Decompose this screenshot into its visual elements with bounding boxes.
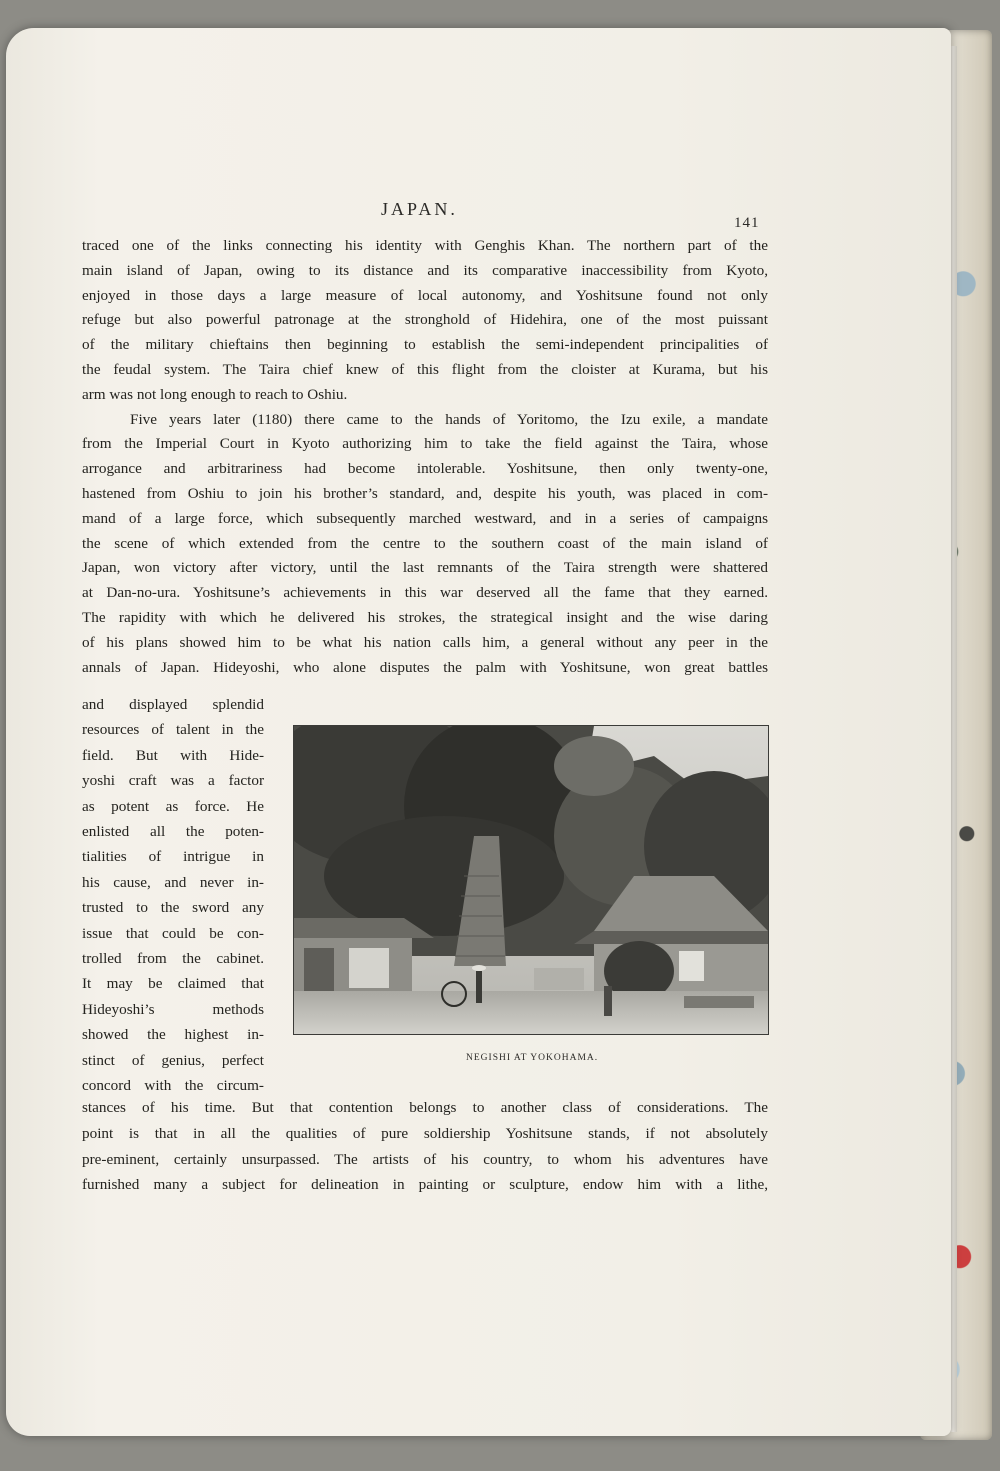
text-line: Japan, won victory after victory, until the last remnants of the Taira strength were shattered [82, 559, 768, 577]
text-line: trolled from the cabinet. [82, 950, 264, 968]
text-line: at Dan-no-ura. Yoshitsune’s achievements in this war deserved all the fame that they earned. [82, 584, 768, 602]
text-line: of the military chieftains then beginning to establish the semi-independent principalities of [82, 336, 768, 354]
text-line: It may be claimed that [82, 975, 264, 993]
text-line: point is that in all the qualities of pure soldiership Yoshitsune stands, if not absolutely [82, 1124, 768, 1142]
text-line: traced one of the links connecting his identity with Genghis Khan. The northern part of the [82, 237, 768, 254]
text-line: concord with the circum- [82, 1077, 264, 1095]
text-line: mand of a large force, which subsequently marched westward, and in a series of campaigns [82, 509, 768, 527]
text-line: as potent as force. He [82, 797, 264, 815]
text-line: arrogance and arbitrariness had become intolerable. Yoshitsune, then only twenty-one, [82, 460, 768, 478]
text-line: trusted to the sword any [82, 899, 264, 917]
text-line: showed the highest in- [82, 1026, 264, 1044]
text-line: pre-eminent, certainly unsurpassed. The artists of his country, to whom his adventures have [82, 1150, 768, 1168]
text-line: Hideyoshi’s methods [82, 1000, 264, 1018]
text-line: arm was not long enough to reach to Oshiu. [82, 385, 348, 403]
body-text [82, 234, 768, 680]
text-line: stances of his time. But that contention belongs to another class of considerations. The [82, 1099, 768, 1116]
page-number: 141 [734, 215, 760, 231]
text-line: issue that could be con- [82, 924, 264, 942]
text-line: hastened from Oshiu to join his brother’s standard, and, despite his youth, was placed in com- [82, 484, 768, 502]
negishi-photograph [293, 725, 769, 1035]
wrap-text-column [82, 692, 264, 1099]
text-line: main island of Japan, owing to its distance and its comparative inaccessibility from Kyoto, [82, 261, 768, 279]
text-line: stinct of genius, perfect [82, 1051, 264, 1069]
text-line: enlisted all the poten- [82, 823, 264, 841]
text-line: refuge but also powerful patronage at the stronghold of Hidehira, one of the most puissant [82, 311, 768, 329]
text-line: the scene of which extended from the centre to the southern coast of the main island of [82, 534, 768, 552]
running-head: JAPAN. [381, 199, 458, 219]
text-line: from the Imperial Court in Kyoto authorizing him to take the field against the Taira, whose [82, 435, 768, 453]
text-line: of his plans showed him to be what his nation calls him, a general without any peer in the [82, 633, 768, 651]
text-line: and displayed splendid [82, 696, 264, 713]
text-line: Five years later (1180) there came to the hands of Yoritomo, the Izu exile, a mandate [130, 410, 768, 428]
photo-caption: NEGISHI AT YOKOHAMA. [466, 1053, 599, 1063]
text-line: tialities of intrigue in [82, 848, 264, 866]
body-text-continued [82, 1095, 768, 1198]
text-line: The rapidity with which he delivered his strokes, the strategical insight and the wise daring [82, 608, 768, 626]
text-line: enjoyed in those days a large measure of local autonomy, and Yoshitsune found not only [82, 286, 768, 304]
text-line: his cause, and never in- [82, 873, 264, 891]
text-line: furnished many a subject for delineation in painting or sculpture, endow him with a lithe, [82, 1176, 768, 1194]
text-line: the feudal system. The Taira chief knew of this flight from the cloister at Kurama, but his [82, 360, 768, 378]
text-line: resources of talent in the [82, 721, 264, 739]
text-line: yoshi craft was a factor [82, 772, 264, 790]
text-line: field. But with Hide- [82, 746, 264, 764]
photo-illustration [294, 726, 768, 1034]
text-line: annals of Japan. Hideyoshi, who alone disputes the palm with Yoshitsune, won great battles [82, 658, 768, 676]
